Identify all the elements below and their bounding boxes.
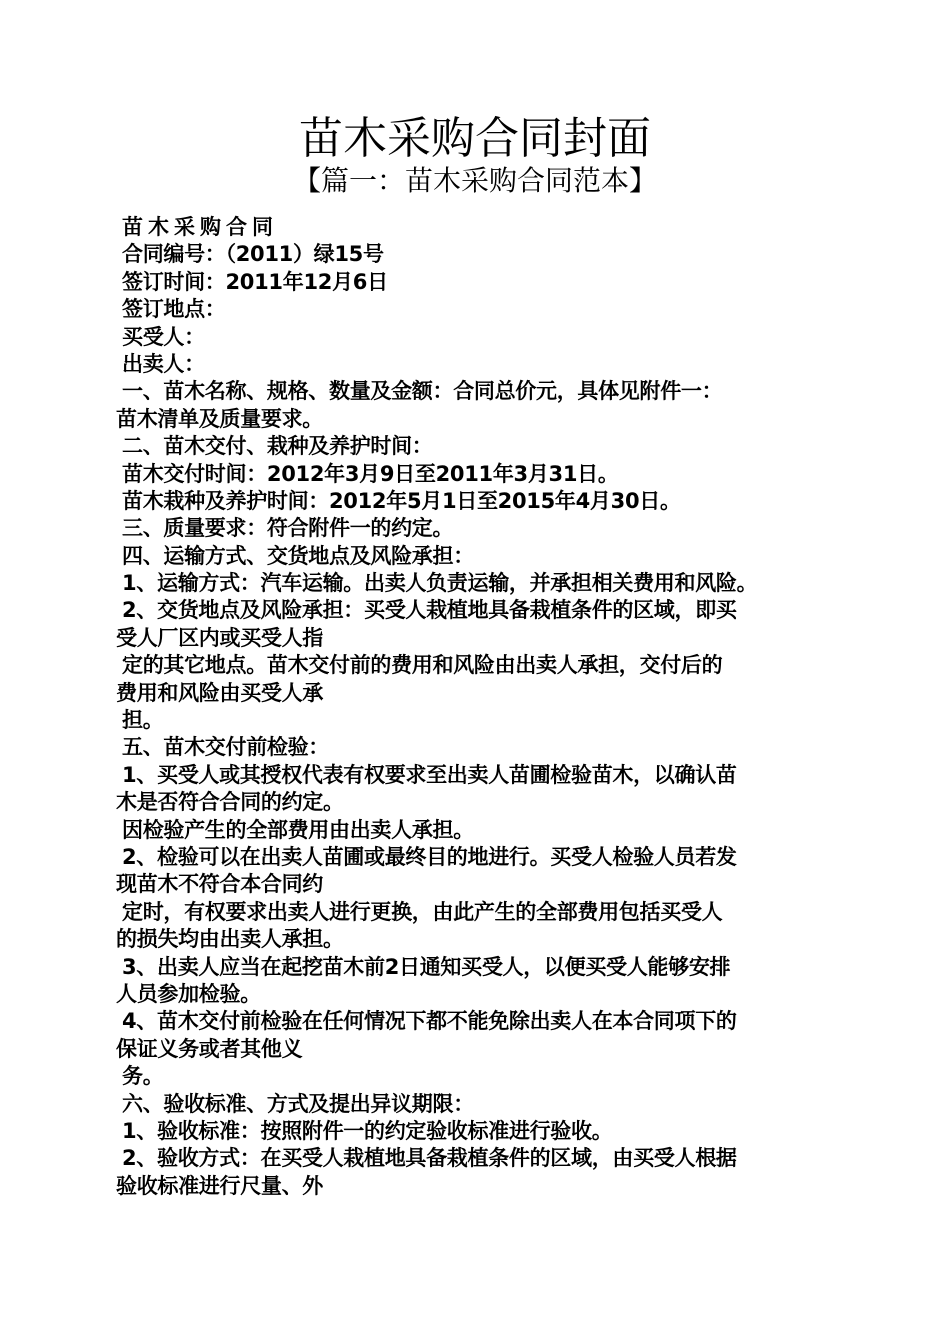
contract-heading: 苗木采购合同 xyxy=(122,215,278,239)
text-line: 验收标准进行尺量、外 xyxy=(116,1173,323,1198)
text-line: 定时，有权要求出卖人进行更换，由此产生的全部费用包括买受人 xyxy=(122,899,723,924)
text-line: 定的其它地点。苗木交付前的费用和风险由出卖人承担，交付后的 xyxy=(122,653,723,678)
buyer: 买受人： xyxy=(122,324,205,349)
document-title: 苗木采购合同封面 xyxy=(299,113,651,164)
section-5-heading: 五、苗木交付前检验： xyxy=(122,735,329,760)
text-line: 人员参加检验。 xyxy=(116,981,261,1006)
delivery-time: 苗木交付时间：2012年3月9日至2011年3月31日。 xyxy=(122,461,619,486)
text-line: 1、买受人或其授权代表有权要求至出卖人苗圃检验苗木，以确认苗 xyxy=(122,762,737,787)
document-subtitle: 【篇一：苗木采购合同范本】 xyxy=(292,164,657,197)
section-1-heading: 一、苗木名称、规格、数量及金额：合同总价元，具体见附件一： xyxy=(122,379,723,404)
text-line: 4、苗木交付前检验在任何情况下都不能免除出卖人在本合同项下的 xyxy=(122,1009,737,1034)
planting-time: 苗木栽种及养护时间：2012年5月1日至2015年4月30日。 xyxy=(122,488,681,513)
section-3-heading: 三、质量要求：符合附件一的约定。 xyxy=(122,516,454,541)
signing-date: 签订时间：2011年12月6日 xyxy=(122,269,388,294)
text-line: 1、运输方式：汽车运输。出卖人负责运输，并承担相关费用和风险。 xyxy=(122,571,758,596)
text-line: 苗木清单及质量要求。 xyxy=(116,406,323,431)
text-line: 费用和风险由买受人承 xyxy=(116,680,323,705)
seller: 出卖人： xyxy=(122,351,205,376)
contract-number: 合同编号：（2011）绿15号 xyxy=(122,242,384,267)
text-line: 受人厂区内或买受人指 xyxy=(116,625,323,650)
text-line: 务。 xyxy=(122,1064,164,1089)
section-2-heading: 二、苗木交付、栽种及养护时间： xyxy=(122,434,433,459)
text-line: 2、验收方式：在买受人栽植地具备栽植条件的区域，由买受人根据 xyxy=(122,1146,737,1171)
text-line: 保证义务或者其他义 xyxy=(116,1036,303,1061)
text-line: 1、验收标准：按照附件一的约定验收标准进行验收。 xyxy=(122,1118,613,1143)
text-line: 因检验产生的全部费用由出卖人承担。 xyxy=(122,817,474,842)
text-line: 3、出卖人应当在起挖苗木前2日通知买受人，以便买受人能够安排 xyxy=(122,954,731,979)
text-line: 2、交货地点及风险承担：买受人栽植地具备栽植条件的区域，即买 xyxy=(122,598,737,623)
section-6-heading: 六、验收标准、方式及提出异议期限： xyxy=(122,1091,474,1116)
text-line: 木是否符合合同的约定。 xyxy=(116,790,344,815)
contract-body xyxy=(116,214,836,1200)
text-line: 2、检验可以在出卖人苗圃或最终目的地进行。买受人检验人员若发 xyxy=(122,844,737,869)
signing-place: 签订地点： xyxy=(122,297,226,322)
text-line: 的损失均由出卖人承担。 xyxy=(116,927,344,952)
section-4-heading: 四、运输方式、交货地点及风险承担： xyxy=(122,543,474,568)
text-line: 担。 xyxy=(122,708,164,733)
text-line: 现苗木不符合本合同约 xyxy=(116,872,323,897)
